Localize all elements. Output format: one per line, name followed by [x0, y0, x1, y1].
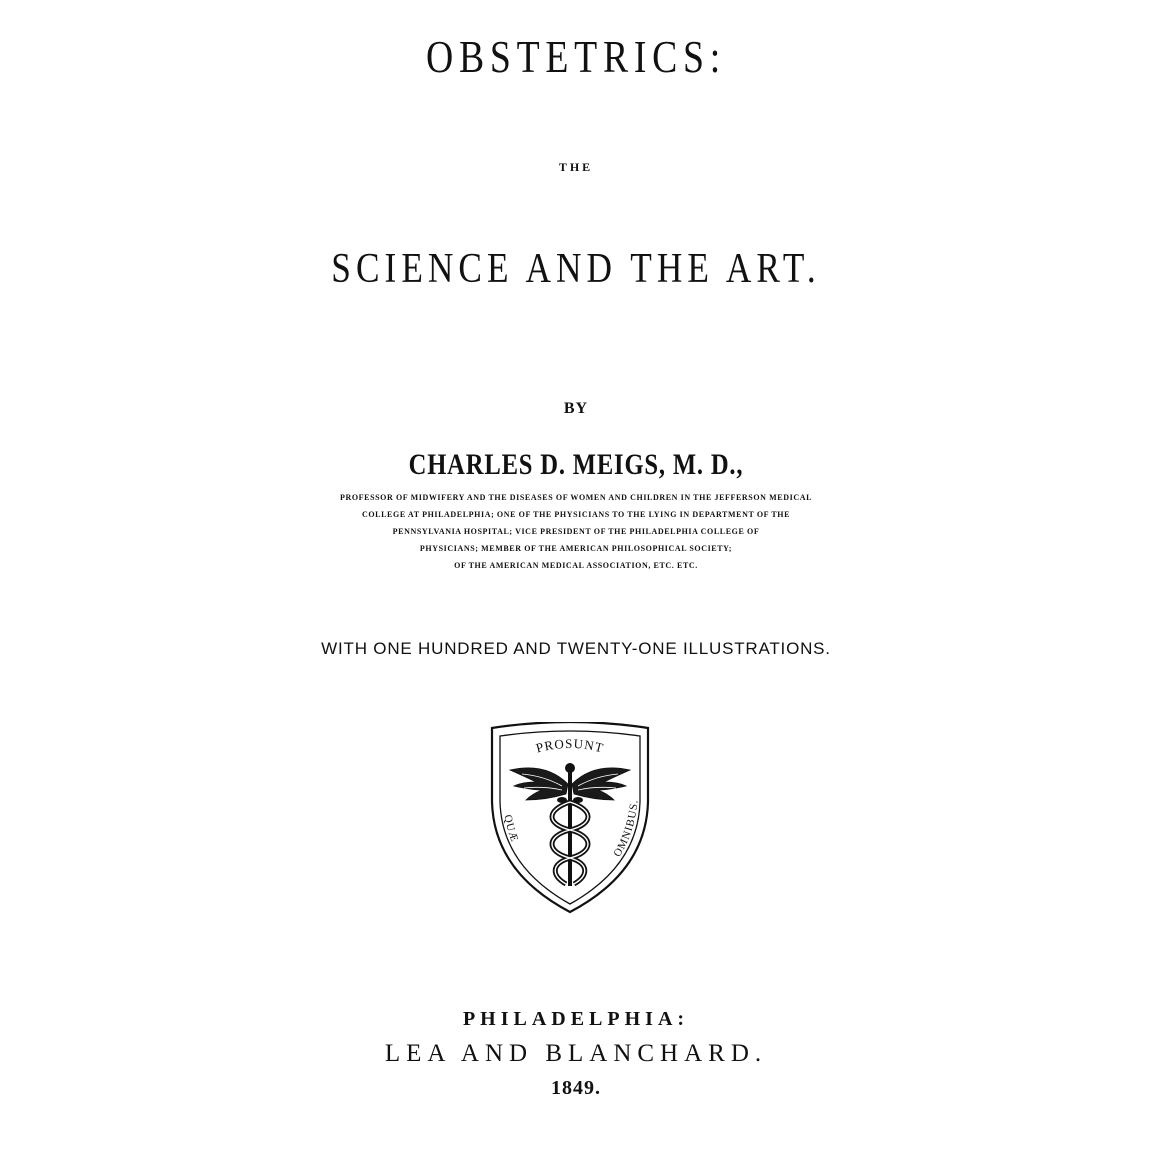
book-subtitle: SCIENCE AND THE ART.: [331, 246, 821, 292]
publisher-name: LEA AND BLANCHARD.: [384, 1040, 768, 1067]
credentials-line: OF THE AMERICAN MEDICAL ASSOCIATION, ETC. ETC.: [454, 561, 698, 570]
emblem-motto-left: QUÆ: [501, 813, 521, 845]
emblem-motto-right: OMNIBUS.: [611, 798, 641, 860]
emblem-motto-top: PROSUNT: [534, 735, 606, 756]
author-credentials: [270, 489, 882, 574]
imprint-city: PHILADELPHIA:: [462, 1008, 690, 1030]
credentials-line: PHYSICIANS; MEMBER OF THE AMERICAN PHILOSOPHICAL SOCIETY;: [419, 544, 733, 553]
credentials-line: PENNSYLVANIA HOSPITAL; VICE PRESIDENT OF THE PHILADELPHIA COLLEGE OF: [392, 527, 760, 536]
credentials-line: PROFESSOR OF MIDWIFERY AND THE DISEASES OF WOMEN AND CHILDREN IN THE JEFFERSON MEDICAL: [339, 493, 813, 502]
credentials-line: COLLEGE AT PHILADELPHIA; ONE OF THE PHYSICIANS TO THE LYING IN DEPARTMENT OF THE: [361, 510, 791, 519]
author-name: CHARLES D. MEIGS, M. D.,: [408, 448, 744, 481]
publication-year: 1849.: [551, 1077, 601, 1099]
title-connector: THE: [558, 160, 594, 174]
by-line: BY: [563, 400, 589, 417]
illustrations-note: WITH ONE HUNDRED AND TWENTY-ONE ILLUSTRATIONS.: [321, 639, 831, 658]
caduceus-shield-icon: [488, 722, 652, 916]
book-title: OBSTETRICS:: [426, 31, 726, 82]
